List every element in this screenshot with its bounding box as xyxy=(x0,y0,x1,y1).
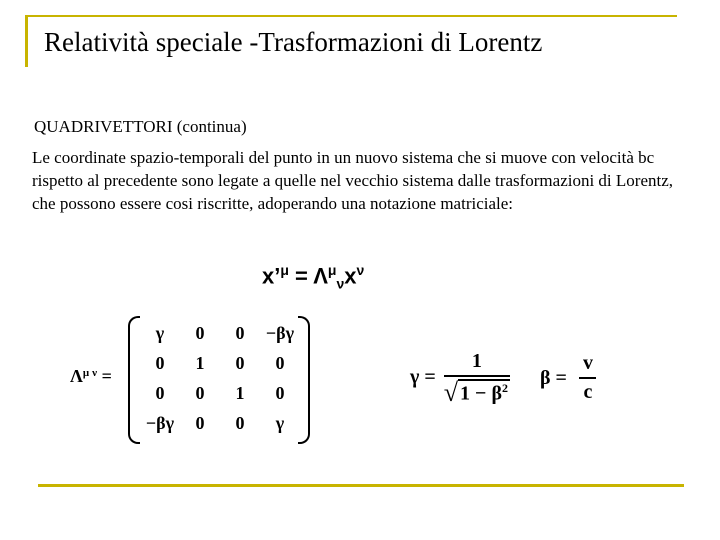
gamma-lhs: γ = xyxy=(410,366,436,389)
gamma-radicand: 1 − β xyxy=(460,382,502,405)
eq-rhs: x xyxy=(344,263,357,289)
matrix-left-bracket xyxy=(128,316,140,444)
matrix-cell: 0 xyxy=(275,382,285,403)
sqrt-icon: √ xyxy=(443,377,459,407)
matrix-cell: 0 xyxy=(155,382,165,403)
matrix-cell: 1 xyxy=(195,352,205,373)
gamma-radicand-wrap xyxy=(458,379,510,406)
matrix-cell: 0 xyxy=(275,352,285,373)
gamma-numerator: 1 xyxy=(471,350,482,372)
accent-top-line xyxy=(25,15,677,17)
matrix-cell: 0 xyxy=(195,412,205,433)
matrix-cell: 0 xyxy=(235,322,245,343)
section-subheading: QUADRIVETTORI (continua) xyxy=(34,117,247,136)
matrix-cell: γ xyxy=(155,322,165,343)
matrix-cell: 1 xyxy=(235,382,245,403)
eq-op-sup: μ xyxy=(327,262,337,278)
eq-lhs: x’ xyxy=(262,263,281,289)
eq-op-sub: ν xyxy=(336,275,345,292)
matrix-equals: = xyxy=(97,366,112,386)
eq-rhs-sup: ν xyxy=(356,262,365,278)
body-paragraph: Le coordinate spazio-temporali del punto in un nuovo sistema che si muove con velocità bc rispetto al precedente sono legate a quelle nel vecchio sistema dalle trasformazioni di Lorentz, che possono essere cosi riscritte, adoperando una notazione matriciale: xyxy=(32,148,674,213)
eq-lhs-sup: μ xyxy=(280,262,289,278)
gamma-denominator xyxy=(444,375,510,406)
matrix-sub: ν xyxy=(92,367,98,379)
beta-numerator: v xyxy=(582,352,593,374)
eq-operator: Λ xyxy=(313,263,328,289)
gamma-exponent: 2 xyxy=(501,381,508,395)
matrix-label xyxy=(70,366,112,387)
beta-denominator: c xyxy=(579,377,596,404)
beta-lhs: β = xyxy=(540,366,567,389)
matrix-cell: 0 xyxy=(235,412,245,433)
lorentz-matrix xyxy=(140,318,300,438)
matrix-cell: 0 xyxy=(195,322,205,343)
eq-equals: = xyxy=(288,263,314,289)
matrix-symbol: Λ xyxy=(70,366,83,386)
matrix-cell: 0 xyxy=(235,352,245,373)
beta-fraction xyxy=(575,352,601,404)
slide-title: Relatività speciale -Trasformazioni di Lorentz xyxy=(44,27,543,57)
beta-definition xyxy=(540,352,601,404)
matrix-cell: γ xyxy=(275,412,285,433)
matrix-cell: 0 xyxy=(155,352,165,373)
gamma-definition xyxy=(410,350,510,406)
accent-vertical-bar xyxy=(25,15,28,67)
matrix-sup: μ xyxy=(82,367,90,379)
accent-bottom-line xyxy=(38,484,684,487)
matrix-cell: −βγ xyxy=(265,322,295,343)
transformation-equation xyxy=(262,256,364,298)
matrix-cell: −βγ xyxy=(145,412,175,433)
matrix-cell: 0 xyxy=(195,382,205,403)
gamma-fraction xyxy=(444,350,510,406)
